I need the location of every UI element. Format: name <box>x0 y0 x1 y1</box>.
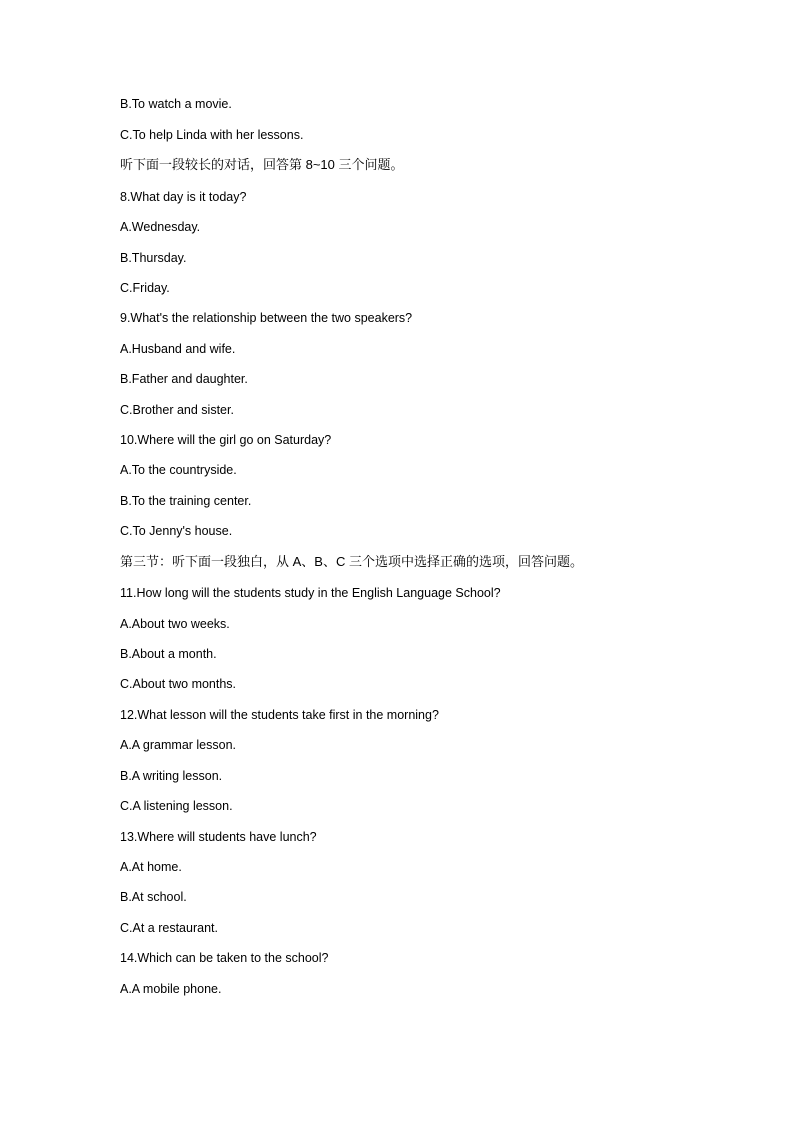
question-9: 9.What's the relationship between the two speakers? <box>120 311 413 325</box>
option-a: A.Husband and wife. <box>120 342 236 356</box>
option-a: A.Wednesday. <box>120 220 201 234</box>
question-13: 13.Where will students have lunch? <box>120 830 317 844</box>
section-instruction: 听下面一段较长的对话，回答第 8~10 三个问题。 <box>120 157 404 172</box>
option-b: B.To watch a movie. <box>120 97 232 111</box>
section-heading: 第三节：听下面一段独白，从 A、B、C 三个选项中选择正确的选项，回答问题。 <box>120 554 583 569</box>
option-a: A.About two weeks. <box>120 617 230 631</box>
option-b: B.About a month. <box>120 647 217 661</box>
question-12: 12.What lesson will the students take first in the morning? <box>120 708 439 722</box>
option-c: C.To Jenny's house. <box>120 524 233 538</box>
option-a: A.A grammar lesson. <box>120 738 237 752</box>
option-c: C.At a restaurant. <box>120 921 218 935</box>
option-b: B.A writing lesson. <box>120 769 223 783</box>
option-c: C.About two months. <box>120 677 237 691</box>
question-11: 11.How long will the students study in the English Language School? <box>120 586 501 600</box>
question-14: 14.Which can be taken to the school? <box>120 951 329 965</box>
option-a: A.A mobile phone. <box>120 982 222 996</box>
option-b: B.To the training center. <box>120 494 252 508</box>
option-c: C.A listening lesson. <box>120 799 233 813</box>
option-b: B.At school. <box>120 890 187 904</box>
question-8: 8.What day is it today? <box>120 190 247 204</box>
option-b: B.Father and daughter. <box>120 372 248 386</box>
option-c: C.To help Linda with her lessons. <box>120 128 304 142</box>
option-b: B.Thursday. <box>120 251 187 265</box>
option-a: A.To the countryside. <box>120 463 237 477</box>
question-10: 10.Where will the girl go on Saturday? <box>120 433 332 447</box>
option-a: A.At home. <box>120 860 182 874</box>
option-c: C.Brother and sister. <box>120 403 234 417</box>
option-c: C.Friday. <box>120 281 170 295</box>
